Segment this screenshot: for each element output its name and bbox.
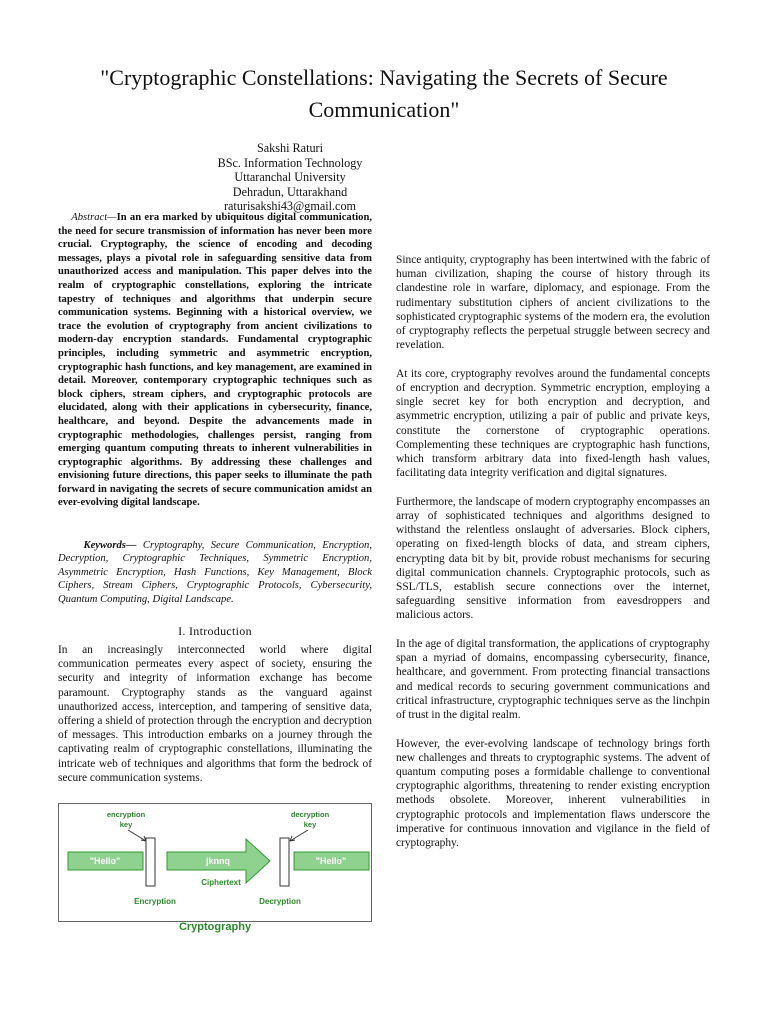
keywords-text: Cryptography, Secure Communication, Encryption, Decryption, Cryptographic Techniques, Symmetric Encryption, Asymmetric Encryption, Hash Functions, Key Management, Block Ciphers, Stream Ciphers, Cryptographic Protocols, Cybersecurity, Quantum Computing, Digital Landscape. xyxy=(58,540,372,605)
author-block xyxy=(140,141,440,214)
keywords xyxy=(58,539,372,606)
encryption-key-label-line2: key xyxy=(119,820,133,829)
abstract-dash: — xyxy=(107,212,117,223)
encryption-key-label-line1: encryption xyxy=(106,810,146,819)
body-paragraph: At its core, cryptography revolves around the fundamental concepts of encryption and decryption. Symmetric encryption, employing a single secret key for both encryption and decryption, and asymmetric encryption, utilizing a pair of public and private keys, constitute the cornerstone of cryptographic operations. Complementing these techniques are cryptographic hash functions, which transform arbitrary data into fixed-length hash values, facilitating data integrity verification and digital signatures. xyxy=(396,367,710,480)
intro-paragraph: In an increasingly interconnected world where digital communication permeates every aspect of society, ensuring the security and integrity of information exchange has become paramount. Cryptography stands as the vanguard against unauthorized access, interception, and tampering of sensitive data, offering a shield of protection through the encryption and decryption of messages. This introduction embarks on a journey through the captivating realm of cryptographic constellations, illuminating the intricate web of techniques and algorithms that form the bedrock of secure communication systems. xyxy=(58,644,372,784)
abstract xyxy=(58,211,372,510)
abstract-text: In an era marked by ubiquitous digital communication, the need for secure transmission of information has never been more crucial. Cryptography, the science of encoding and decoding messages, plays a pivotal role in safeguarding sensitive data from unauthorized access and manipulation. This paper delves into the realm of cryptographic constellations, exploring the intricate tapestry of techniques and algorithms that underpin secure communication systems. Beginning with a historical overview, we trace the evolution of cryptography from ancient civilizations to modern-day encryption standards. Fundamental cryptographic principles, including symmetric and asymmetric encryption, cryptographic hash functions, and key management, are examined in detail. Moreover, contemporary cryptographic techniques such as block ciphers, stream ciphers, and cryptographic protocols are elucidated, along with their applications in cybersecurity, finance, healthcare, and beyond. Despite the advancements made in cryptographic methodologies, challenges persist, ranging from emerging quantum computing threats to inherent vulnerabilities in cryptographic algorithms. By addressing these challenges and envisioning future directions, this paper seeks to illuminate the path forward in navigating the secrets of secure communication amidst an ever-evolving digital landscape. xyxy=(58,212,373,509)
decryption-key-label-line1: decryption xyxy=(290,810,330,819)
decryption-label: Decryption xyxy=(259,897,301,906)
body-paragraph: Furthermore, the landscape of modern cryptography encompasses an array of sophisticated techniques and algorithms designed to withstand the relentless onslaught of adversaries. Block ciphers, operating on fixed-length blocks of data, and stream ciphers, encrypting data bit by bit, provide robust mechanisms for securing digital communication channels. Cryptographic protocols, such as SSL/TLS, establish secure connections over the internet, safeguarding sensitive information from eavesdroppers and malicious actors. xyxy=(396,495,710,622)
cryptography-figure xyxy=(58,803,372,938)
author-location: Dehradun, Uttarakhand xyxy=(232,184,348,199)
body-paragraph: However, the ever-evolving landscape of technology brings forth new challenges and threats to cryptographic systems. The advent of quantum computing poses a formidable challenge to conventional cryptographic algorithms, threatening to render existing encryption methods obsolete. Moreover, inherent vulnerabilities in cryptographic protocols and implementation flaws underscore the imperative for continuous innovation and vigilance in the field of cryptography. xyxy=(396,737,710,850)
plaintext-left-text: "Hello" xyxy=(89,856,121,866)
ciphertext-value: jknnq xyxy=(206,856,230,866)
ciphertext-label: Ciphertext xyxy=(201,878,241,887)
abstract-label: Abstract xyxy=(71,212,108,223)
body-paragraph: In the age of digital transformation, the applications of cryptography span a myriad of domains, encompassing cybersecurity, finance, healthcare, and government. From protecting financial transactions and medical records to securing government communications and critical infrastructure, cryptographic techniques serve as the linchpin of trust in the digital realm. xyxy=(396,638,710,722)
body-paragraph: Since antiquity, cryptography has been intertwined with the fabric of human civilization, shaping the course of history through its clandestine role in warfare, diplomacy, and espionage. From the rudimentary substitution ciphers of ancient civilizations to the sophisticated cryptographic systems of the modern era, the evolution of cryptography reflects the perpetual struggle between secrecy and revelation. xyxy=(396,254,710,352)
encryption-label: Encryption xyxy=(134,897,176,906)
keywords-label: Keywords— xyxy=(83,540,137,551)
author-university: Uttaranchal University xyxy=(234,170,346,185)
author-name: Sakshi Raturi xyxy=(256,141,323,155)
figure-caption: Cryptography xyxy=(178,921,252,933)
cryptography-diagram xyxy=(58,803,372,938)
paper-title: "Cryptographic Constellations: Navigating the Secrets of Secure Communication" xyxy=(100,65,668,122)
author-degree: BSc. Information Technology xyxy=(217,155,363,170)
decryption-bar xyxy=(280,838,289,886)
section-heading-introduction: I. Introduction xyxy=(178,624,252,638)
plaintext-right-text: "Hello" xyxy=(315,856,347,866)
right-column xyxy=(396,253,710,865)
decryption-key-label-line2: key xyxy=(303,820,317,829)
encryption-bar xyxy=(146,838,155,886)
author-email: raturisakshi43@gmail.com xyxy=(223,199,357,214)
